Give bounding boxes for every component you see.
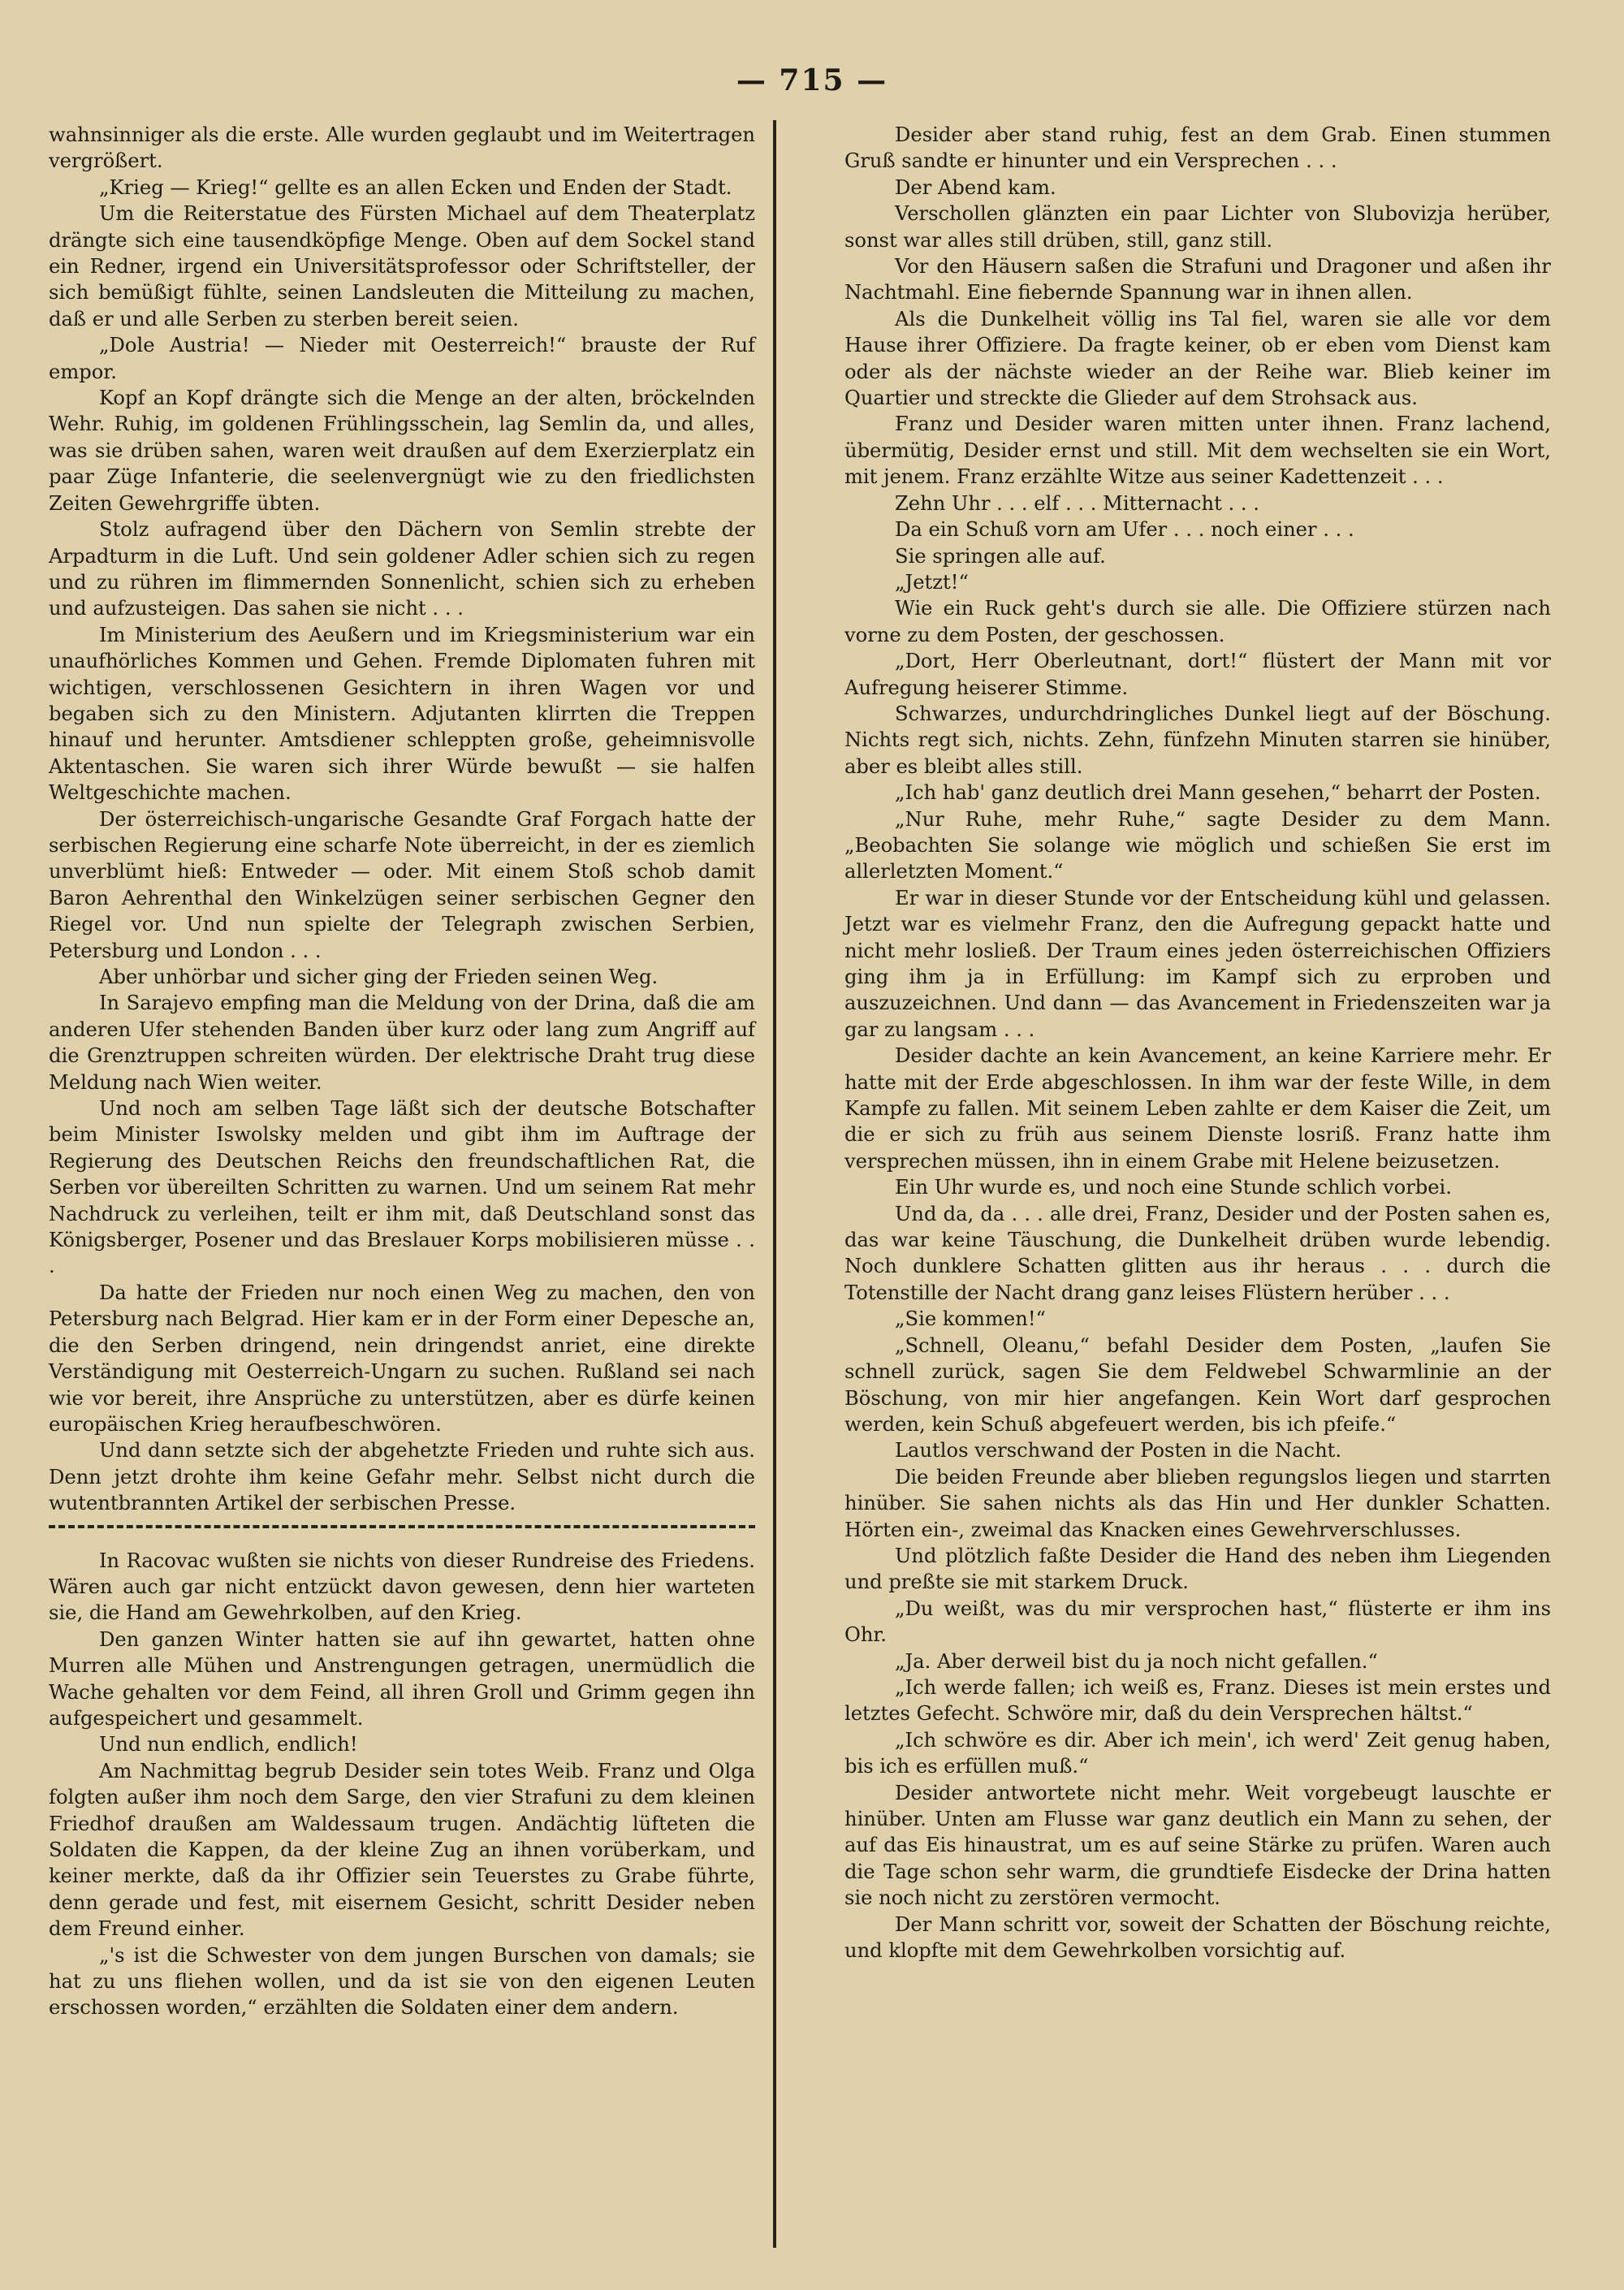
paragraph: In Racovac wußten sie nichts von dieser Rundreise des Friedens. Wären auch gar nicht entzückt davon gewesen, denn hier warteten sie, die Hand am Gewehrkolben, auf den Krieg. <box>49 1549 755 1625</box>
section-divider <box>49 1525 755 1528</box>
paragraph: „Dort, Herr Oberleutnant, dort!“ flüstert der Mann mit vor Aufregung heiserer Stimme. <box>844 650 1551 699</box>
left-text-column <box>49 122 755 2021</box>
paragraph: Der Mann schritt vor, soweit der Schatten der Böschung reichte, und klopfte mit dem Gewehrkolben vorsichtig auf. <box>844 1912 1551 1963</box>
paragraph: „Ich schwöre es dir. Aber ich mein', ich werd' Zeit genug haben, bis ich es erfüllen muß.“ <box>844 1728 1551 1778</box>
paragraph: Verschollen glänzten ein paar Lichter von Slubovizja herüber, sonst war alles still drüben, still, ganz still. <box>844 202 1551 252</box>
paragraph: Zehn Uhr . . . elf . . . Mitternacht . . . <box>895 491 1259 515</box>
paragraph: „Sie kommen!“ <box>895 1307 1046 1331</box>
paragraph: Sie springen alle auf. <box>895 544 1106 568</box>
paragraph: Er war in dieser Stunde vor der Entscheidung kühl und gelassen. Jetzt war es vielmehr Franz, den die Aufregung gepackt hatte und nicht mehr losließ. Der Traum eines jeden österreichischen Offiziers ging ihm ja in Erfüllung: im Kampf sich zu erproben und auszuzeichnen. Und dann — das Avancement in Friedenszeiten war ja gar zu langsam . . . <box>844 886 1551 1041</box>
paragraph: Um die Reiterstatue des Fürsten Michael auf dem Theaterplatz drängte sich eine tausendköpfige Menge. Oben auf dem Sockel stand ein Redner, irgend ein Universitätsprofessor oder Schriftsteller, der sich bemüßigt fühlte, seinen Landsleuten die Mitteilung zu machen, daß er und alle Serben zu sterben bereit seien. <box>49 202 755 331</box>
paragraph: Kopf an Kopf drängte sich die Menge an der alten, bröckelnden Wehr. Ruhig, im goldenen Frühlingsschein, lag Semlin da, und alles, was sie drüben sahen, waren weit draußen auf dem Exerzierplatz ein paar Züge Infanterie, die seelenvergnügt wie zu den friedlichsten Zeiten Gewehrgriffe übten. <box>49 387 755 515</box>
paragraph: Da ein Schuß vorn am Ufer . . . noch einer . . . <box>895 518 1354 542</box>
paragraph: wahnsinniger als die erste. Alle wurden geglaubt und im Weitertragen vergrößert. <box>49 123 755 173</box>
paragraph: In Sarajevo empfing man die Meldung von der Drina, daß die am anderen Ufer stehenden Banden über kurz oder lang zum Angriff auf die Grenztruppen schreiten würden. Der elektrische Draht trug diese Meldung nach Wien weiter. <box>49 992 755 1094</box>
paragraph: Schwarzes, undurchdringliches Dunkel liegt auf der Böschung. Nichts regt sich, nichts. Zehn, fünfzehn Minuten starren sie hinüber, aber es bleibt alles still. <box>844 702 1551 778</box>
paragraph: Franz und Desider waren mitten unter ihnen. Franz lachend, übermütig, Desider ernst und still. Mit dem wechselten sie ein Wort, mit jenem. Franz erzählte Witze aus seiner Kadettenzeit . . . <box>844 413 1551 489</box>
paragraph: „Jetzt!“ <box>895 570 969 594</box>
paragraph: Und plötzlich faßte Desider die Hand des neben ihm Liegenden und preßte sie mit starkem Druck. <box>844 1544 1551 1594</box>
paragraph: Ein Uhr wurde es, und noch eine Stunde schlich vorbei. <box>895 1176 1452 1199</box>
paragraph: Der österreichisch-ungarische Gesandte Graf Forgach hatte der serbischen Regierung eine scharfe Note überreicht, in der es ziemlich unverblümt hieß: Entweder — oder. Mit einem Stoß schob damit Baron Aehrenthal den Winkelzügen seiner serbischen Gegner den Riegel vor. Und nun spielte der Telegraph zwischen Serbien, Petersburg und London . . . <box>49 807 755 962</box>
paragraph: Lautlos verschwand der Posten in die Nacht. <box>895 1439 1342 1463</box>
paragraph: Desider aber stand ruhig, fest an dem Grab. Einen stummen Gruß sandte er hinunter und ein Versprechen . . . <box>844 123 1551 173</box>
paragraph: Da hatte der Frieden nur noch einen Weg zu machen, den von Petersburg nach Belgrad. Hier kam er in der Form einer Depesche an, die den Serben dringend, nein dringendst anriet, eine direkte Verständigung mit Oesterreich-Ungarn zu suchen. Rußland sei nach wie vor bereit, ihre Ansprüche zu unterstützen, aber es dürfe keinen europäischen Krieg heraufbeschwören. <box>49 1281 755 1436</box>
column-rule <box>773 120 776 2248</box>
paragraph: Und nun endlich, endlich! <box>99 1733 358 1756</box>
paragraph: „Schnell, Oleanu,“ befahl Desider dem Posten, „laufen Sie schnell zurück, sagen Sie dem Feldwebel Schwarmlinie an der Böschung, von mir hier angefangen. Kein Wort darf gesprochen werden, kein Schuß abgefeuert werden, bis ich pfeife.“ <box>844 1333 1551 1436</box>
paragraph: Als die Dunkelheit völlig ins Tal fiel, waren sie alle vor dem Hause ihrer Offiziere. Da fragte keiner, ob er eben vom Dienst kam oder als der nächste wieder an der Reihe war. Blieb keiner im Quartier und streckte die Glieder auf dem Strohsack aus. <box>844 307 1551 410</box>
paragraph: „Du weißt, was du mir versprochen hast,“ flüsterte er ihm ins Ohr. <box>844 1597 1551 1647</box>
paragraph: „Ja. Aber derweil bist du ja noch nicht gefallen.“ <box>895 1649 1378 1673</box>
paragraph: Vor den Häusern saßen die Strafuni und Dragoner und aßen ihr Nachtmahl. Eine fiebernde Spannung war in ihnen allen. <box>844 255 1551 305</box>
paragraph: „Nur Ruhe, mehr Ruhe,“ sagte Desider zu dem Mann. „Beobachten Sie solange wie möglich und schießen Sie erst im allerletzten Moment.“ <box>844 807 1551 884</box>
paragraph: Wie ein Ruck geht's durch sie alle. Die Offiziere stürzen nach vorne zu dem Posten, der geschossen. <box>844 597 1551 646</box>
paragraph: „Ich hab' ganz deutlich drei Mann gesehen,“ beharrt der Posten. <box>895 781 1541 805</box>
paragraph: Und da, da . . . alle drei, Franz, Desider und der Posten sahen es, das war keine Täuschung, die Dunkelheit drüben wurde lebendig. Noch dunklere Schatten glitten aus ihr heraus . . . durch die Totenstille der Nacht drang ganz leises Flüstern herüber . . . <box>844 1202 1551 1304</box>
paragraph: Desider antwortete nicht mehr. Weit vorgebeugt lauschte er hinüber. Unten am Flusse war ganz deutlich ein Mann zu sehen, der auf das Eis hinaustrat, um es auf seine Stärke zu prüfen. Waren auch die Tage schon sehr warm, die grundtiefe Eisdecke der Drina hatten sie noch nicht zu zerstören vermocht. <box>844 1781 1551 1910</box>
paragraph: Desider dachte an kein Avancement, an keine Karriere mehr. Er hatte mit der Erde abgeschlossen. In ihm war der feste Wille, in dem Kampfe zu fallen. Mit seinem Leben zahlte er dem Kaiser die Zeit, um die er sich zu früh aus seinem Dienste losriß. Franz hatte ihm versprechen müssen, ihn in einem Grabe mit Helene beizusetzen. <box>844 1044 1551 1173</box>
paragraph: Die beiden Freunde aber blieben regungslos liegen und starrten hinüber. Sie sahen nichts als das Hin und Her dunkler Schatten. Hörten ein-, zweimal das Knacken eines Gewehrverschlusses. <box>844 1465 1551 1541</box>
paragraph: Im Ministerium des Aeußern und im Kriegsministerium war ein unaufhörliches Kommen und Gehen. Fremde Diplomaten fuhren mit wichtigen, verschlossenen Gesichtern in ihren Wagen vor und begaben sich zu den Ministern. Adjutanten klirrten die Treppen hinauf und herunter. Amtsdiener schleppten große, geheimnisvolle Aktentaschen. Sie waren sich ihrer Würde bewußt — sie halfen Weltgeschichte machen. <box>49 623 755 805</box>
paragraph: „Ich werde fallen; ich weiß es, Franz. Dieses ist mein erstes und letztes Gefecht. Schwöre mir, daß du dein Versprechen hältst.“ <box>844 1675 1551 1726</box>
paragraph: Und noch am selben Tage läßt sich der deutsche Botschafter beim Minister Iswolsky melden und gibt ihm im Auftrage der Regierung des Deutschen Reichs den freundschaftlichen Rat, die Serben vor übereilten Schritten zu warnen. Und um seinem Rat mehr Nachdruck zu verleihen, teilt er ihm mit, daß Deutschland sonst das Königsberger, Posener und das Breslauer Korps mobilisieren müsse . . . <box>49 1097 755 1278</box>
paragraph: „Krieg — Krieg!“ gellte es an allen Ecken und Enden der Stadt. <box>99 175 732 199</box>
paragraph: Und dann setzte sich der abgehetzte Frieden und ruhte sich aus. Denn jetzt drohte ihm keine Gefahr mehr. Selbst nicht durch die wutentbrannten Artikel der serbischen Presse. <box>49 1439 755 1515</box>
paragraph: „'s ist die Schwester von dem jungen Burschen von damals; sie hat zu uns fliehen wollen, und da ist sie von den eigenen Leuten erschossen worden,“ erzählten die Soldaten einer dem andern. <box>49 1943 755 2020</box>
paragraph: Stolz aufragend über den Dächern von Semlin strebte der Arpadturm in die Luft. Und sein goldener Adler schien sich zu regen und zu rühren im flimmernden Sonnenlicht, schien sich zu erheben und aufzusteigen. Das sahen sie nicht . . . <box>49 518 755 620</box>
page-number: — 715 — <box>736 63 888 97</box>
paragraph: Der Abend kam. <box>895 175 1056 199</box>
paragraph: Den ganzen Winter hatten sie auf ihn gewartet, hatten ohne Murren alle Mühen und Anstrengungen getragen, unermüdlich die Wache gehalten vor dem Feind, all ihren Groll und Grimm gegen ihn aufgespeichert und gesammelt. <box>49 1627 755 1730</box>
right-text-column <box>844 122 1551 1964</box>
paragraph: Aber unhörbar und sicher ging der Frieden seinen Weg. <box>99 966 659 988</box>
paragraph: „Dole Austria! — Nieder mit Oesterreich!“ brauste der Ruf empor. <box>49 334 755 383</box>
paragraph: Am Nachmittag begrub Desider sein totes Weib. Franz und Olga folgten außer ihm noch dem Sarge, den vier Strafuni zu dem kleinen Friedhof draußen am Waldessaum trugen. Andächtig lüfteten die Soldaten die Kappen, da der kleine Zug an ihnen vorüberkam, und keiner merkte, daß da ihr Offizier sein Teuerstes zu Grabe führte, denn gerade und fest, mit eisernem Gesicht, schritt Desider neben dem Freund einher. <box>49 1759 755 1941</box>
